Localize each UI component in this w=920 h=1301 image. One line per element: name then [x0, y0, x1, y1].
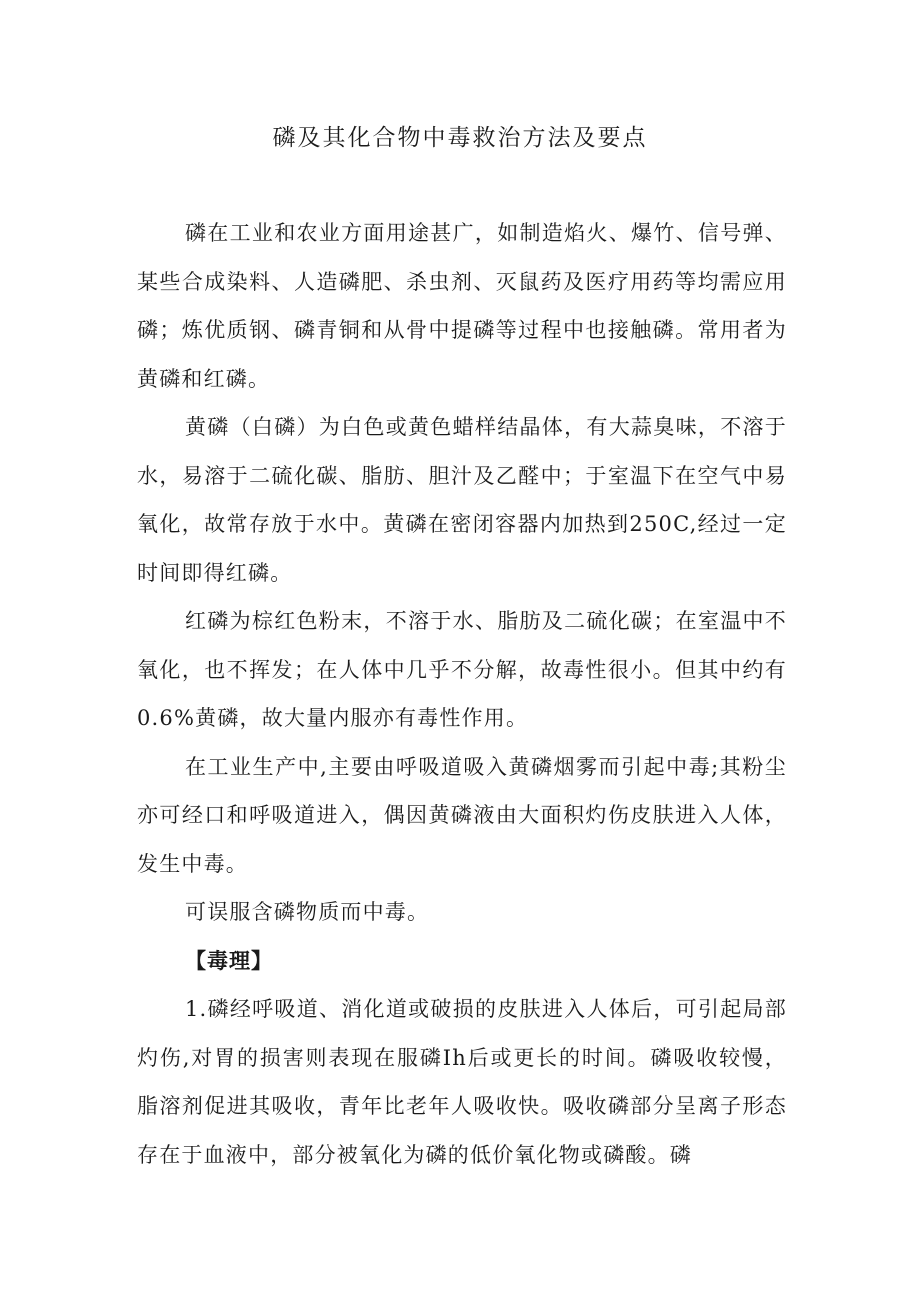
document-body	[137, 209, 787, 1179]
document-title: 磷及其化合物中毒救治方法及要点	[272, 125, 648, 151]
paragraph-red-phosphorus: 红磷为棕红色粉末，不溶于水、脂肪及二硫化碳；在室温中不氧化，也不挥发；在人体中几乎不分解，故毒性很小。但其中约有0.6%黄磷，故大量内服亦有毒性作用。	[137, 609, 787, 730]
paragraph-toxicology-1: 1.磷经呼吸道、消化道或破损的皮肤进入人体后，可引起局部灼伤,对胃的损害则表现在服磷Ih后或更长的时间。磷吸收较慢，脂溶剂促进其吸收，青年比老年人吸收快。吸收磷部分呈离子形态存在于血液中，部分被氧化为磷的低价氧化物或磷酸。磷	[137, 997, 787, 1167]
section-heading-toxicology: 【毒理】	[185, 947, 273, 973]
paragraph-yellow-phosphorus: 黄磷（白磷）为白色或黄色蜡样结晶体，有大蒜臭味，不溶于水，易溶于二硫化碳、脂肪、胆汁及乙醛中；于室温下在空气中易氧化，故常存放于水中。黄磷在密闭容器内加热到250C,经过一定时间即得红磷。	[137, 415, 787, 585]
paragraph-ingestion: 可误服含磷物质而中毒。	[185, 900, 430, 924]
paragraph-phosphorus-uses: 磷在工业和农业方面用途甚广，如制造焰火、爆竹、信号弹、某些合成染料、人造磷肥、杀虫剂、灭鼠药及医疗用药等均需应用磷；炼优质钢、磷青铜和从骨中提磷等过程中也接触磷。常用者为黄磷和红磷。	[137, 221, 787, 391]
paragraph-industrial-exposure: 在工业生产中,主要由呼吸道吸入黄磷烟雾而引起中毒;其粉尘亦可经口和呼吸道进入，偶因黄磷液由大面积灼伤皮肤进入人体，发生中毒。	[137, 754, 787, 876]
